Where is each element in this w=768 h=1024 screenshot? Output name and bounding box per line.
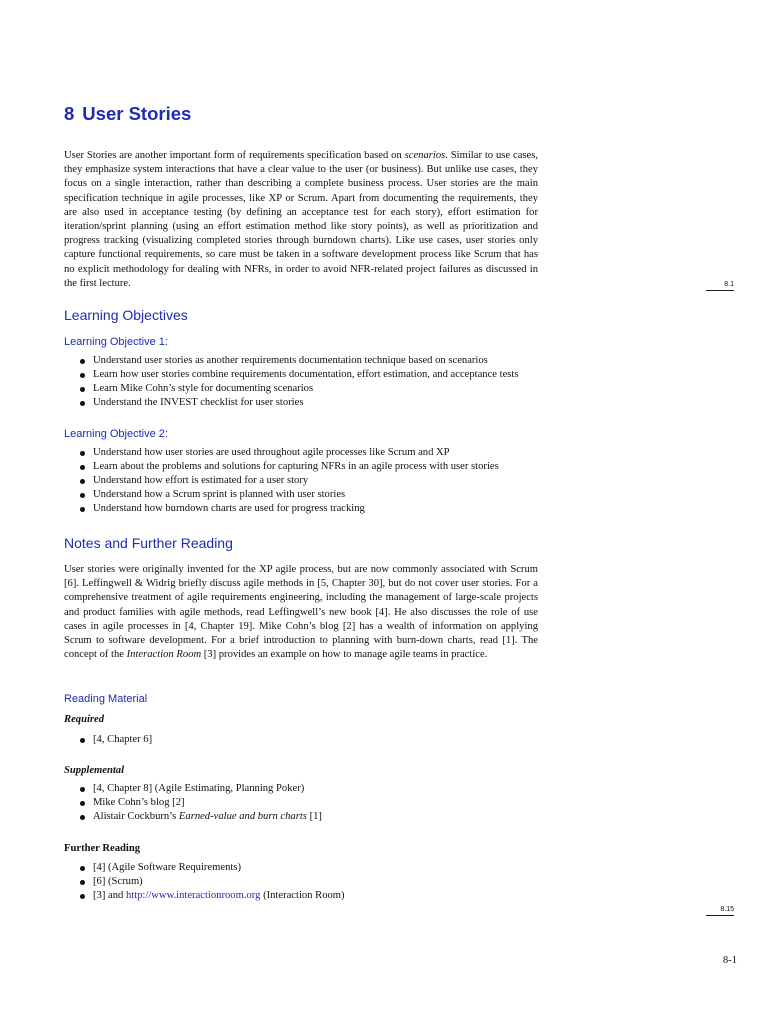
list-item: [78, 810, 322, 824]
list-item: Understand how effort is estimated for a user story: [78, 474, 499, 488]
chapter-title-text: User Stories: [82, 103, 192, 124]
notes-emphasis: Interaction Room: [126, 649, 202, 661]
learning-objective-2-list: [78, 446, 499, 516]
list-item: [4, Chapter 8] (Agile Estimating, Planning Poker): [78, 782, 322, 796]
cockburn-text-2: [1]: [306, 811, 322, 822]
notes-heading: Notes and Further Reading: [64, 535, 233, 551]
learning-objective-1-heading: Learning Objective 1:: [64, 336, 168, 348]
list-item: Understand how a Scrum sprint is planned with user stories: [78, 488, 499, 502]
required-heading: Required: [64, 714, 105, 725]
interaction-room-text-1: [3] and: [93, 890, 126, 901]
intro-paragraph: [64, 149, 538, 291]
intro-text-2: . Similar to use cases, they emphasize system interactions that have a clear value to the user (or business). But unlike use cases, they focus on a single interaction, rather than describing a complete business process. User stories are the main specification technique in agile processes, like XP or Scrum. Apart from documenting the requirements, they are also used in acceptance testing (by defining an acceptance test for each story), effort estimation for iteration/sprint planning (using an effort estimation method like story points), as well as prioritization and progress tracking (visualizing completed stories through burndown charts). Like use cases, user stories only capture functional requirements, so care must be taken in a software development process like Scrum that has no explicit methodology for dealing with NFRs, in order to avoid NFR-related project failures as discussed in the first lecture.: [64, 150, 538, 289]
notes-text-2: [3] provides an example on how to manage agile teams in practice.: [201, 649, 488, 661]
interaction-room-text-2: (Interaction Room): [260, 890, 345, 901]
margin-note-8-1: 8.1: [706, 280, 734, 291]
list-item: [6] (Scrum): [78, 875, 345, 889]
supplemental-list: [78, 782, 322, 824]
list-item: [78, 889, 345, 903]
page-number: 8-1: [722, 955, 737, 966]
required-list: [78, 733, 152, 747]
list-item: Mike Cohn’s blog [2]: [78, 796, 322, 810]
list-item: [4, Chapter 6]: [78, 733, 152, 747]
list-item: Understand the INVEST checklist for user stories: [78, 396, 518, 410]
intro-emphasis: scenarios: [404, 150, 446, 161]
further-reading-heading: Further Reading: [64, 843, 141, 854]
cockburn-title: Earned-value and burn charts: [178, 811, 307, 822]
chapter-number: 8: [64, 103, 75, 124]
cockburn-text-1: Alistair Cockburn’s: [93, 811, 179, 822]
further-reading-list: [78, 861, 345, 903]
chapter-title: [64, 103, 191, 125]
learning-objective-1-list: [78, 354, 518, 410]
list-item: [4] (Agile Software Requirements): [78, 861, 345, 875]
list-item: Understand how user stories are used throughout agile processes like Scrum and XP: [78, 446, 499, 460]
learning-objective-2-heading: Learning Objective 2:: [64, 428, 168, 440]
list-item: Learn about the problems and solutions for capturing NFRs in an agile process with user stories: [78, 460, 499, 474]
list-item: Understand how burndown charts are used for progress tracking: [78, 502, 499, 516]
supplemental-heading: Supplemental: [64, 765, 125, 776]
list-item: Understand user stories as another requirements documentation technique based on scenarios: [78, 354, 518, 368]
margin-note-8-15: 8.15: [706, 905, 734, 916]
list-item: Learn how user stories combine requirements documentation, effort estimation, and acceptance tests: [78, 368, 518, 382]
notes-text-1: User stories were originally invented for the XP agile process, but are now commonly associated with Scrum [6]. Leffingwell & Widrig briefly discuss agile methods in [5, Chapter 30], but do not cover user stories. For a comprehensive treatment of agile requirements engineering, including the management of large-scale projects and product families with agile methods, read Leffingwell’s new book [4]. He also discusses the role of use cases in agile processes in [4, Chapter 19]. Mike Cohn’s blog [2] has a wealth of information on applying Scrum to software development. For a brief introduction to planning with burn-down charts, read [1]. The concept of the: [64, 564, 538, 661]
intro-text-1: User Stories are another important form of requirements specification based on: [64, 150, 405, 161]
learning-objectives-heading: Learning Objectives: [64, 307, 188, 323]
interaction-room-link[interactable]: http://www.interactionroom.org: [125, 890, 261, 901]
notes-paragraph: [64, 563, 538, 662]
list-item: Learn Mike Cohn’s style for documenting scenarios: [78, 382, 518, 396]
reading-material-heading: Reading Material: [64, 693, 148, 705]
